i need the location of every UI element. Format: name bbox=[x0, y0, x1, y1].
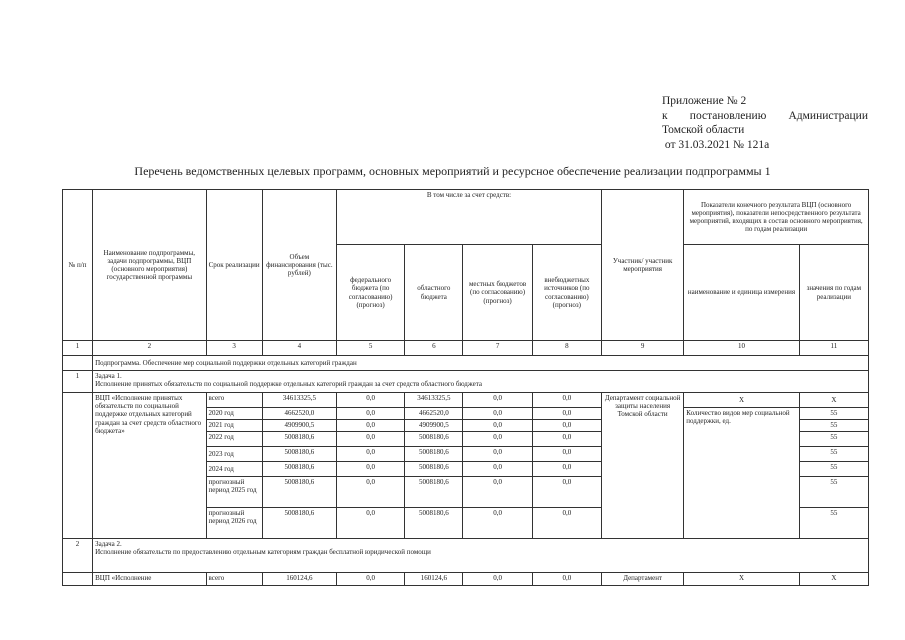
indicator-value-cell: Х bbox=[799, 393, 868, 408]
federal-cell: 0,0 bbox=[336, 408, 404, 420]
federal-cell: 0,0 bbox=[336, 393, 404, 408]
annex-line-2 bbox=[662, 109, 868, 124]
volume-cell: 160124,6 bbox=[262, 573, 336, 586]
indicator-value-cell: 55 bbox=[799, 477, 868, 508]
annex-line-2-part-b: постановлению bbox=[689, 109, 767, 122]
volume-cell: 5008180,6 bbox=[262, 447, 336, 462]
header-name: Наименование подпрограммы, задачи подпрограммы, ВЦП (основного мероприятия) государственной программы bbox=[93, 190, 206, 341]
document-title: Перечень ведомственных целевых программ, основных мероприятий и ресурсное обеспечение реализации подпрограммы 1 bbox=[134, 164, 771, 178]
regional-cell: 5008180,6 bbox=[405, 447, 463, 462]
extra-cell: 0,0 bbox=[532, 420, 601, 432]
header-participant: Участник/ участник мероприятия bbox=[601, 190, 683, 341]
vcp-1-row-total bbox=[63, 393, 869, 408]
annex-block bbox=[662, 94, 868, 152]
col-number: 3 bbox=[206, 341, 262, 356]
indicator-value-cell: Х bbox=[799, 573, 868, 586]
vcp-2-name: ВЦП «Исполнение bbox=[93, 573, 206, 586]
extra-cell: 0,0 bbox=[532, 508, 601, 539]
extra-cell: 0,0 bbox=[532, 393, 601, 408]
col-number: 7 bbox=[463, 341, 532, 356]
local-cell: 0,0 bbox=[463, 462, 532, 477]
regional-cell: 5008180,6 bbox=[405, 508, 463, 539]
period-cell: 2024 год bbox=[206, 462, 262, 477]
indicator-value-cell: 55 bbox=[799, 408, 868, 420]
federal-cell: 0,0 bbox=[336, 447, 404, 462]
indicator-value-cell: 55 bbox=[799, 420, 868, 432]
indicator-value-cell: 55 bbox=[799, 462, 868, 477]
federal-cell: 0,0 bbox=[336, 432, 404, 447]
indicator-value-cell: 55 bbox=[799, 432, 868, 447]
volume-cell: 5008180,6 bbox=[262, 462, 336, 477]
vcp-1-name: ВЦП «Исполнение принятых обязательств по социальной поддержке отдельных категорий граждан за счет средств областного бюджета» bbox=[93, 393, 206, 539]
period-cell: 2020 год bbox=[206, 408, 262, 420]
col-number: 11 bbox=[799, 341, 868, 356]
local-cell: 0,0 bbox=[463, 420, 532, 432]
task-2-row bbox=[63, 539, 869, 573]
header-volume: Объем финансирования (тыс. рублей) bbox=[262, 190, 336, 341]
vcp-1-participant: Департамент социальной защиты населения Томской области bbox=[601, 393, 683, 539]
regional-cell: 4662520,0 bbox=[405, 408, 463, 420]
header-indicator-name: наименование и единица измерения bbox=[684, 245, 799, 341]
annex-line-4: от 31.03.2021 № 121а bbox=[662, 138, 770, 151]
indicator-name-cell: Х bbox=[684, 393, 799, 408]
federal-cell: 0,0 bbox=[336, 508, 404, 539]
task-1-row bbox=[63, 371, 869, 393]
indicator-value-cell: 55 bbox=[799, 447, 868, 462]
volume-cell: 4909900,5 bbox=[262, 420, 336, 432]
col-number: 1 bbox=[63, 341, 93, 356]
header-local: местных бюджетов (по согласованию) (прогноз) bbox=[463, 245, 532, 341]
header-term: Срок реализации bbox=[206, 190, 262, 341]
local-cell: 0,0 bbox=[463, 477, 532, 508]
federal-cell: 0,0 bbox=[336, 477, 404, 508]
period-cell: всего bbox=[206, 393, 262, 408]
period-cell: 2021 год bbox=[206, 420, 262, 432]
task-1-num: 1 bbox=[63, 371, 93, 393]
task-1-cell bbox=[93, 371, 869, 393]
task-1-title: Задача 1. bbox=[95, 372, 122, 380]
local-cell: 0,0 bbox=[463, 408, 532, 420]
regional-cell: 5008180,6 bbox=[405, 477, 463, 508]
header-num: № п/п bbox=[63, 190, 93, 341]
extra-cell: 0,0 bbox=[532, 408, 601, 420]
regional-cell: 5008180,6 bbox=[405, 462, 463, 477]
period-cell: 2023 год bbox=[206, 447, 262, 462]
federal-cell: 0,0 bbox=[336, 462, 404, 477]
annex-line-3: Томской области bbox=[662, 124, 745, 136]
local-cell: 0,0 bbox=[463, 573, 532, 586]
local-cell: 0,0 bbox=[463, 432, 532, 447]
volume-cell: 4662520,0 bbox=[262, 408, 336, 420]
col-number: 5 bbox=[336, 341, 404, 356]
regional-cell: 34613325,5 bbox=[405, 393, 463, 408]
local-cell: 0,0 bbox=[463, 508, 532, 539]
header-extra: внебюджетных источников (по согласованию) (прогноз) bbox=[532, 245, 601, 341]
indicator-name-cell: Х bbox=[684, 573, 799, 586]
task-2-cell bbox=[93, 539, 869, 573]
header-indicators: Показатели конечного результата ВЦП (основного мероприятия), показатели непосредственного результата мероприятий, входящих в состав основного мероприятия, по годам реализации bbox=[684, 190, 869, 245]
federal-cell: 0,0 bbox=[336, 420, 404, 432]
period-cell: прогнозный период 2025 год bbox=[206, 477, 262, 508]
task-2-num: 2 bbox=[63, 539, 93, 573]
task-2-title: Задача 2. bbox=[95, 540, 122, 548]
extra-cell: 0,0 bbox=[532, 432, 601, 447]
period-cell: прогнозный период 2026 год bbox=[206, 508, 262, 539]
column-numbers-row bbox=[63, 341, 869, 356]
header-regional: областного бюджета bbox=[405, 245, 463, 341]
regional-cell: 5008180,6 bbox=[405, 432, 463, 447]
period-cell: 2022 год bbox=[206, 432, 262, 447]
col-number: 2 bbox=[93, 341, 206, 356]
volume-cell: 5008180,6 bbox=[262, 432, 336, 447]
volume-cell: 5008180,6 bbox=[262, 477, 336, 508]
resource-table bbox=[62, 189, 869, 586]
col-number: 9 bbox=[601, 341, 683, 356]
header-federal: федерального бюджета (по согласованию) (прогноз) bbox=[336, 245, 404, 341]
extra-cell: 0,0 bbox=[532, 477, 601, 508]
period-cell: всего bbox=[206, 573, 262, 586]
subprogram-title: Подпрограмма. Обеспечение мер социальной поддержки отдельных категорий граждан bbox=[93, 356, 869, 371]
volume-cell: 5008180,6 bbox=[262, 508, 336, 539]
regional-cell: 4909900,5 bbox=[405, 420, 463, 432]
col-number: 6 bbox=[405, 341, 463, 356]
indicator-value-cell: 55 bbox=[799, 508, 868, 539]
col-number: 10 bbox=[684, 341, 799, 356]
vcp-1-indicator-name: Количество видов мер социальной поддержки, ед. bbox=[684, 408, 799, 539]
annex-line-2-part-c: Администрации bbox=[788, 109, 868, 122]
col-number: 4 bbox=[262, 341, 336, 356]
task-2-text: Исполнение обязательств по предоставлению отдельным категориям граждан бесплатной юридической помощи bbox=[95, 548, 431, 557]
task-1-text: Исполнение принятых обязательств по социальной поддержке отдельных категорий граждан за счет средств областного бюджета bbox=[95, 380, 482, 389]
federal-cell: 0,0 bbox=[336, 573, 404, 586]
volume-cell: 34613325,5 bbox=[262, 393, 336, 408]
subprogram-row bbox=[63, 356, 869, 371]
regional-cell: 160124,6 bbox=[405, 573, 463, 586]
vcp-2-participant: Департамент bbox=[601, 573, 683, 586]
extra-cell: 0,0 bbox=[532, 447, 601, 462]
local-cell: 0,0 bbox=[463, 447, 532, 462]
annex-line-1: Приложение № 2 bbox=[662, 95, 747, 107]
extra-cell: 0,0 bbox=[532, 573, 601, 586]
col-number: 8 bbox=[532, 341, 601, 356]
local-cell: 0,0 bbox=[463, 393, 532, 408]
table-header-row bbox=[63, 190, 869, 245]
header-indicator-values: значения по годам реализации bbox=[799, 245, 868, 341]
annex-line-2-part-a: к bbox=[662, 109, 668, 122]
header-including: В том числе за счет средств: bbox=[336, 190, 601, 245]
extra-cell: 0,0 bbox=[532, 462, 601, 477]
vcp-2-row-total bbox=[63, 573, 869, 586]
